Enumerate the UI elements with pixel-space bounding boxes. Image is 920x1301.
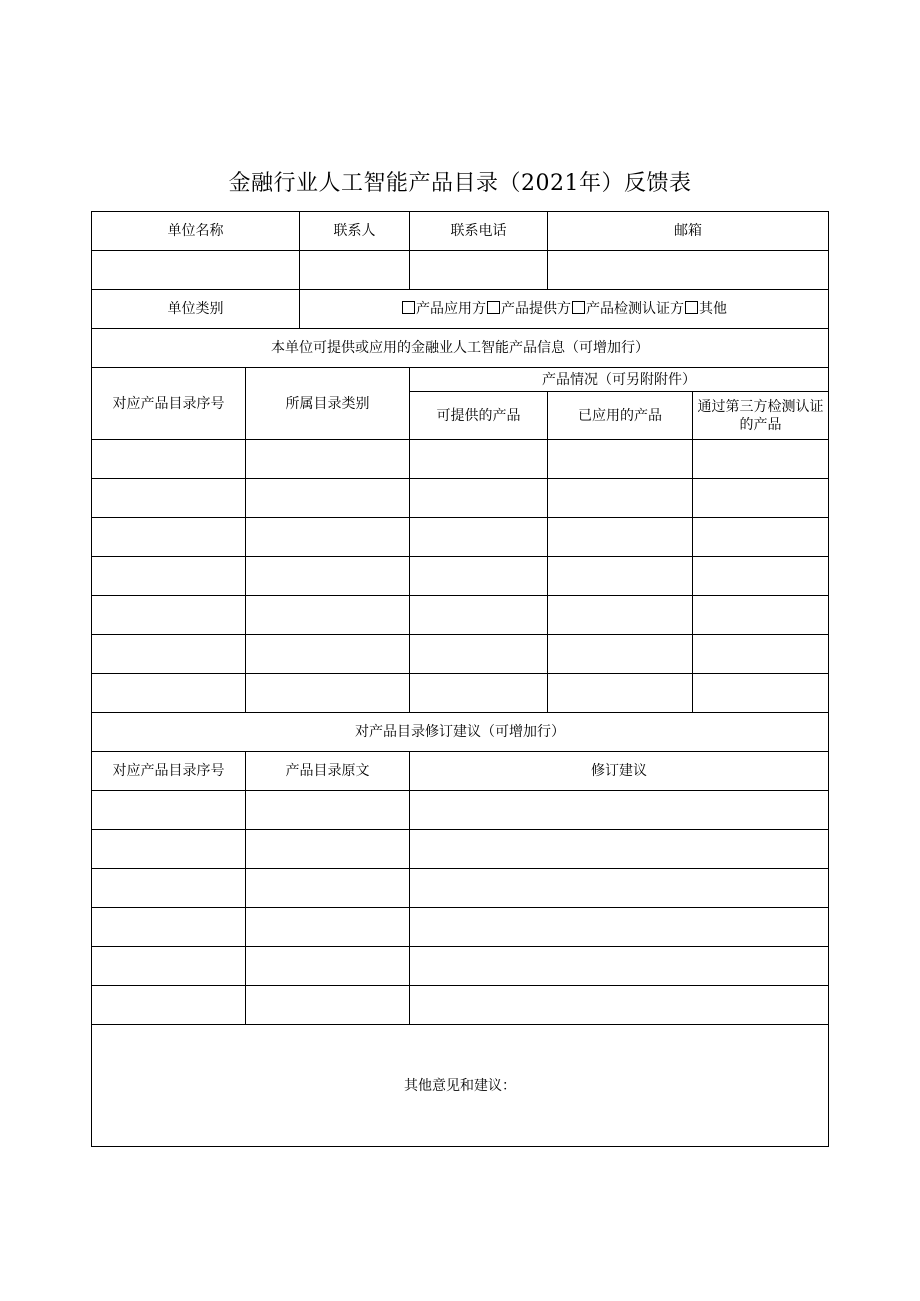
cell[interactable] <box>92 869 246 908</box>
email-label: 邮箱 <box>548 212 829 251</box>
table-row <box>92 518 829 557</box>
cell[interactable] <box>92 440 246 479</box>
table-row <box>92 908 829 947</box>
col-original-header: 产品目录原文 <box>246 752 410 791</box>
cell[interactable] <box>548 479 693 518</box>
cell[interactable] <box>410 986 829 1025</box>
cell[interactable] <box>92 791 246 830</box>
cell[interactable] <box>410 674 548 713</box>
col-provide-header: 可提供的产品 <box>410 392 548 440</box>
header-input-row <box>92 251 829 290</box>
checkbox-certifier[interactable] <box>572 301 585 314</box>
cell[interactable] <box>246 479 410 518</box>
email-field[interactable] <box>548 251 829 290</box>
cell[interactable] <box>410 596 548 635</box>
section2-header-row <box>92 752 829 791</box>
cell[interactable] <box>410 869 829 908</box>
table-row <box>92 791 829 830</box>
table-row <box>92 947 829 986</box>
cell[interactable] <box>246 869 410 908</box>
cell[interactable] <box>410 518 548 557</box>
cell[interactable] <box>693 596 829 635</box>
cell[interactable] <box>92 479 246 518</box>
cell[interactable] <box>410 635 548 674</box>
section1-head-row1 <box>92 368 829 392</box>
other-comments-row <box>92 1025 829 1147</box>
cell[interactable] <box>92 557 246 596</box>
other-comments-label: 其他意见和建议： <box>404 1077 516 1094</box>
section1-title-row <box>92 329 829 368</box>
checkbox-other[interactable] <box>685 301 698 314</box>
cell[interactable] <box>548 635 693 674</box>
cell[interactable] <box>693 440 829 479</box>
option-other: 其他 <box>699 301 727 317</box>
cell[interactable] <box>693 518 829 557</box>
page-title: 金融行业人工智能产品目录（2021年）反馈表 <box>228 171 692 196</box>
cell[interactable] <box>246 947 410 986</box>
cell[interactable] <box>92 674 246 713</box>
option-app: 产品应用方 <box>416 301 486 317</box>
table-row <box>92 830 829 869</box>
cell[interactable] <box>548 557 693 596</box>
cell[interactable] <box>246 518 410 557</box>
cell[interactable] <box>410 557 548 596</box>
phone-field[interactable] <box>410 251 548 290</box>
checkbox-app[interactable] <box>402 301 415 314</box>
cell[interactable] <box>246 908 410 947</box>
cell[interactable] <box>410 908 829 947</box>
table-row <box>92 557 829 596</box>
cell[interactable] <box>410 440 548 479</box>
cell[interactable] <box>246 674 410 713</box>
cell[interactable] <box>410 830 829 869</box>
section2-title: 对产品目录修订建议（可增加行） <box>92 713 829 752</box>
cell[interactable] <box>92 518 246 557</box>
cell[interactable] <box>92 986 246 1025</box>
cell[interactable] <box>693 635 829 674</box>
table-row <box>92 635 829 674</box>
cell[interactable] <box>548 440 693 479</box>
table-row <box>92 479 829 518</box>
cell[interactable] <box>410 791 829 830</box>
product-group-header: 产品情况（可另附附件） <box>410 368 829 392</box>
table-row <box>92 674 829 713</box>
col-seq-header-2: 对应产品目录序号 <box>92 752 246 791</box>
cell[interactable] <box>246 557 410 596</box>
cell[interactable] <box>246 830 410 869</box>
cell[interactable] <box>92 947 246 986</box>
table-row <box>92 869 829 908</box>
header-row <box>92 212 829 251</box>
cell[interactable] <box>410 947 829 986</box>
contact-label: 联系人 <box>300 212 410 251</box>
section2-title-row <box>92 713 829 752</box>
unit-name-field[interactable] <box>92 251 300 290</box>
option-certifier: 产品检测认证方 <box>586 301 684 317</box>
cell[interactable] <box>693 674 829 713</box>
cell[interactable] <box>92 635 246 674</box>
section1-title: 本单位可提供或应用的金融业人工智能产品信息（可增加行） <box>92 329 829 368</box>
phone-label: 联系电话 <box>410 212 548 251</box>
checkbox-provider[interactable] <box>487 301 500 314</box>
table-row <box>92 986 829 1025</box>
unit-type-options <box>300 290 829 329</box>
unit-name-label: 单位名称 <box>92 212 300 251</box>
col-suggestion-header: 修订建议 <box>410 752 829 791</box>
cell[interactable] <box>246 440 410 479</box>
cell[interactable] <box>92 908 246 947</box>
feedback-form-table <box>91 211 829 1147</box>
table-row <box>92 596 829 635</box>
other-comments-field[interactable] <box>92 1025 829 1147</box>
cell[interactable] <box>246 596 410 635</box>
cell[interactable] <box>548 596 693 635</box>
unit-type-label: 单位类别 <box>92 290 300 329</box>
cell[interactable] <box>693 557 829 596</box>
table-row <box>92 440 829 479</box>
cell[interactable] <box>92 830 246 869</box>
unit-type-row <box>92 290 829 329</box>
option-provider: 产品提供方 <box>501 301 571 317</box>
cell[interactable] <box>410 479 548 518</box>
cell[interactable] <box>693 479 829 518</box>
contact-field[interactable] <box>300 251 410 290</box>
cell[interactable] <box>92 596 246 635</box>
col-category-header: 所属目录类别 <box>246 368 410 440</box>
cell[interactable] <box>246 791 410 830</box>
col-seq-header: 对应产品目录序号 <box>92 368 246 440</box>
cell[interactable] <box>246 986 410 1025</box>
col-certified-header: 通过第三方检测认证的产品 <box>693 392 829 440</box>
col-applied-header: 已应用的产品 <box>548 392 693 440</box>
cell[interactable] <box>548 674 693 713</box>
cell[interactable] <box>548 518 693 557</box>
cell[interactable] <box>246 635 410 674</box>
